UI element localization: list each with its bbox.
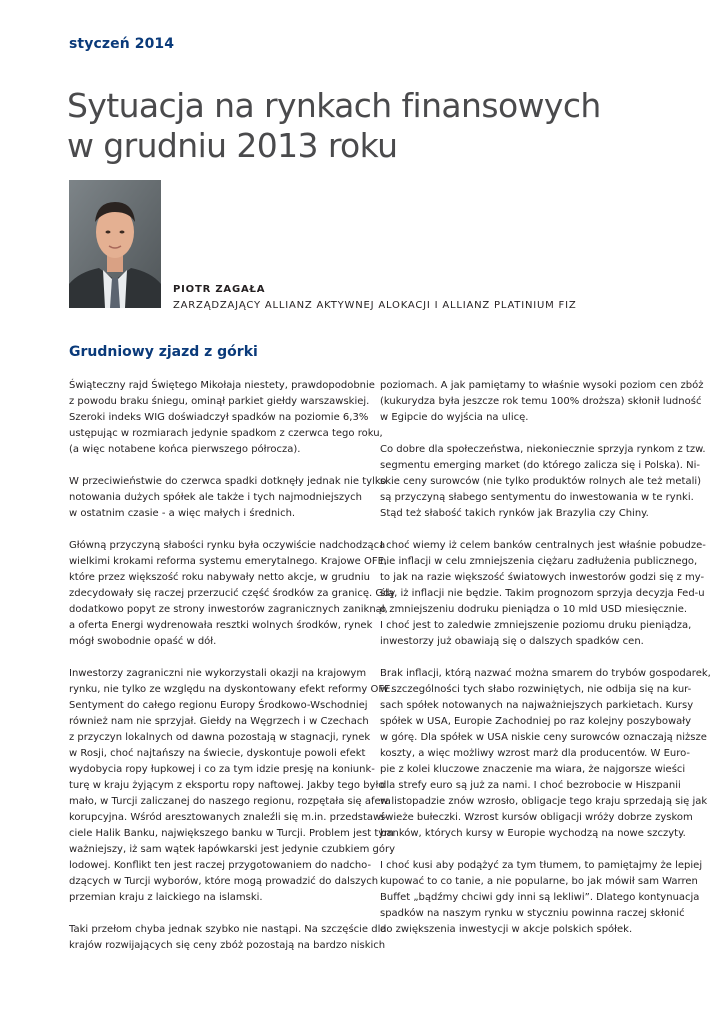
text-line: o zmniejszeniu dodruku pieniądza o 10 mld USD miesięcznie. [380,604,688,615]
text-line: I choć kusi aby podążyć za tym tłumem, to pamiętajmy że lepiej [380,860,703,871]
text-line: są przyczyną słabego sentymentu do inwestowania w te rynki. [380,492,694,503]
text-line: świeże bułeczki. Wzrost kursów obligacji wróży dobrze zyskom [380,812,693,823]
text-line: ważniejszy, iż sam wątek łapówkarski jest jedynie czubkiem góry [69,844,396,855]
text-line: inwestorzy już obawiają się o dalszych spadków cen. [380,636,644,647]
text-line: które przez większość roku nabywały netto akcje, w grudniu [69,572,370,583]
text-line: spółek w USA, Europie Zachodniej po raz kolejny poszybowały [380,716,692,727]
text-line: segmentu emerging market (do którego zalicza się i Polska). Ni- [380,460,700,471]
text-line: kupować to co tanie, a nie popularne, bo jak mówił sam Warren [380,876,698,887]
text-line: Szeroki indeks WIG doświadczył spadków na poziomie 6,3% [69,412,369,423]
text-line: Taki przełom chyba jednak szybko nie nastąpi. Na szczęście dla [69,924,387,935]
text-line: Świąteczny rajd Świętego Mikołaja niestety, prawdopodobnie [69,380,375,391]
text-line: (kukurydza była jeszcze rok temu 100% droższa) skłonił ludność [380,396,702,407]
text-line: skie ceny surowców (nie tylko produktów rolnych ale też metali) [380,476,702,487]
paragraph [380,858,703,938]
right-column [380,378,711,954]
text-line: mógł swobodnie opaść w dół. [69,636,217,647]
author-photo [69,180,161,308]
text-line: rynku, nie tylko ze względu na dyskontowany efekt reformy OFE. [69,684,394,695]
text-line: dla strefy euro są już za nami. I choć bezrobocie w Hiszpanii [380,780,681,791]
author-position: ZARZĄDZAJĄCY ALLIANZ AKTYWNEJ ALOKACJI I ALLIANZ PLATINIUM FIZ [173,300,577,311]
title-line: w grudniu 2013 roku [67,126,398,165]
text-line: dodatkowo popyt ze strony inwestorów zagranicznych zaniknął, [69,604,388,615]
text-line: do zwiększenia inwestycji w akcje polskich spółek. [380,924,633,935]
paragraph [69,378,383,458]
paragraph [69,538,396,650]
author-name: PIOTR ZAGAŁA [173,284,266,295]
paragraph [380,442,706,522]
text-line: sach spółek notowanych na najważniejszych parkietach. Kursy [380,700,694,711]
text-line: w Rosji, choć najtańszy na świecie, dyskontuje powoli efekt [69,748,366,759]
section-heading: Grudniowy zjazd z górki [69,344,258,360]
text-line: Inwestorzy zagraniczni nie wykorzystali okazji na krajowym [69,668,367,679]
text-line: mało, w Turcji zaliczanej do naszego regionu, rozpętała się afera [69,796,391,807]
text-line: Sentyment do całego regionu Europy Środkowo-Wschodniej [69,700,368,711]
text-line: wielkimi krokami reforma systemu emerytalnego. Krajowe OFE, [69,556,388,567]
text-line: Buffet „bądźmy chciwi gdy inni są lekliwi”. Dlatego kontynuacja [380,892,700,903]
text-line: krajów rozwijających się ceny zbóż pozostają na bardzo niskich [69,940,386,951]
text-line: z przyczyn lokalnych od dawna pozostają w stagnacji, rynek [69,732,371,743]
text-line: zdecydowały się raczej przerzucić część środków za granicę. Gdy [69,588,396,599]
article-title [67,86,601,166]
paragraph [69,474,387,522]
left-column [69,378,396,970]
portrait-image [69,180,161,308]
text-line: I choć jest to zaledwie zmniejszenie poziomu druku pieniądza, [380,620,692,631]
text-line: Główną przyczyną słabości rynku była oczywiście nadchodząca [69,540,386,551]
text-line: to jak na razie większość światowych inwestorów godzi się z my- [380,572,705,583]
paragraph [69,922,387,954]
paragraph [380,666,711,842]
text-line: lodowej. Konflikt ten jest raczej przygotowaniem do nadcho- [69,860,372,871]
text-line: I choć wiemy iż celem banków centralnych jest właśnie pobudze- [380,540,706,551]
text-line: dzących w Turcji wyborów, które mogą prowadzić do dalszych [69,876,379,887]
text-line: Co dobre dla społeczeństwa, niekoniecznie sprzyja rynkom z tzw. [380,444,706,455]
text-line: korupcyjna. Wśród aresztowanych znaleźli się m.in. przedstawi- [69,812,388,823]
text-line: banków, których kursy w Europie wychodzą na nowe szczyty. [380,828,686,839]
title-line: Sytuacja na rynkach finansowych [67,86,601,125]
text-line: w górę. Dla spółek w USA niskie ceny surowców oznaczają niższe [380,732,707,743]
text-line: (a więc notabene końca pierwszego półrocza). [69,444,301,455]
paragraph [380,538,706,650]
text-line: przemian kraju z laickiego na islamski. [69,892,263,903]
text-line: Stąd też słabość takich rynków jak Brazylia czy Chiny. [380,508,649,519]
text-line: pie z kolei kluczowe znaczenie ma wiara, że najgorsze wieści [380,764,686,775]
text-line: w szczególności tych słabo rozwiniętych, nie odbija się na kur- [380,684,692,695]
text-line: a oferta Energi wydrenowała resztki wolnych środków, rynek [69,620,373,631]
text-line: również nam nie sprzyjał. Giełdy na Węgrzech i w Czechach [69,716,369,727]
paragraph [380,378,704,426]
text-line: nie inflacji w celu zmniejszenia ciężaru zadłużenia publicznego, [380,556,698,567]
text-line: Brak inflacji, którą nazwać można smarem do trybów gospodarek, [380,668,711,679]
text-line: w ostatnim czasie - a więc małych i średnich. [69,508,296,519]
text-line: spadków na naszym rynku w styczniu powinna raczej skłonić [380,908,685,919]
text-line: ślą, iż inflacji nie będzie. Takim prognozom sprzyja decyzja Fed-u [380,588,705,599]
text-line: wydobycia ropy łupkowej i co za tym idzie presję na koniunk- [69,764,375,775]
text-line: z powodu braku śniegu, ominął parkiet giełdy warszawskiej. [69,396,370,407]
text-line: poziomach. A jak pamiętamy to właśnie wysoki poziom cen zbóż [380,380,704,391]
text-line: koszty, a więc możliwy wzrost marż dla producentów. W Euro- [380,748,691,759]
issue-date: styczeń 2014 [69,36,175,52]
text-line: notowania dużych spółek ale także i tych najmodniejszych [69,492,362,503]
text-line: ciele Halik Banku, największego banku w Turcji. Problem jest tym [69,828,394,839]
paragraph [69,666,396,906]
text-line: turę w kraju żyjącym z eksportu ropy naftowej. Jakby tego było [69,780,385,791]
text-line: w Egipcie do wyjścia na ulicę. [380,412,529,423]
text-line: ustępując w rozmiarach jedynie spadkom z czerwca tego roku, [69,428,383,439]
text-line: W przeciwieństwie do czerwca spadki dotknęły jednak nie tylko [69,476,387,487]
text-line: w listopadzie znów wzrosło, obligacje tego kraju sprzedają się jak [380,796,708,807]
author-info [173,282,576,314]
